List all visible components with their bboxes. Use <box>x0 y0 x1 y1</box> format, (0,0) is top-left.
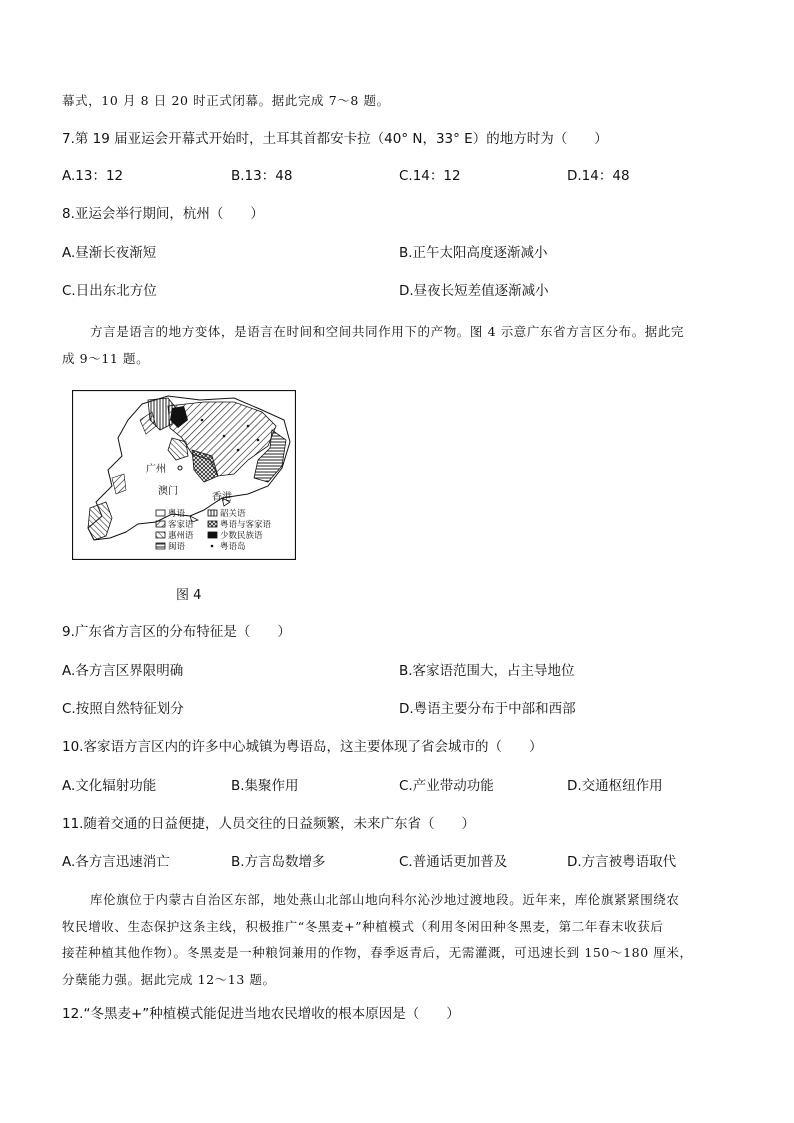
legend-cantonese: 粤语 <box>168 509 186 519</box>
q8-option-d: D.昼夜长短差值逐渐减小 <box>399 283 549 299</box>
q7-option-d: D.14：48 <box>567 168 630 184</box>
question-10-stem: 10.客家语方言区内的许多中心城镇为粤语岛，这主要体现了省会城市的（ ） <box>62 739 543 755</box>
place-macau: 澳门 <box>158 486 178 497</box>
guangdong-dialect-map <box>72 390 296 560</box>
legend-shaoguan: 韶关语 <box>220 509 246 519</box>
material-3-line-3: 接茬种植其他作物）。冬黑麦是一种粮饲兼用的作物，春季返青后，无需灌溉，可迅速长到 150～180 厘米， <box>62 945 693 960</box>
place-guangzhou: 广州 <box>146 464 166 475</box>
question-7-stem: 7.第 19 届亚运会开幕式开始时，土耳其首都安卡拉（40° N，33° E）的地方时为（ ） <box>62 131 608 147</box>
material-3-line-1: 库伦旗位于内蒙古自治区东部，地处燕山北部山地向科尔沁沙地过渡地段。近年来，库伦旗紧紧围绕农 <box>90 892 680 907</box>
q7-option-a: A.13：12 <box>62 168 124 184</box>
q10-option-b: B.集聚作用 <box>231 778 299 794</box>
q9-option-d: D.粤语主要分布于中部和西部 <box>399 701 576 717</box>
material-3-line-4: 分蘖能力强。据此完成 12～13 题。 <box>62 972 276 987</box>
q7-option-c: C.14：12 <box>399 168 461 184</box>
q10-option-d: D.交通枢纽作用 <box>567 778 663 794</box>
q10-option-c: C.产业带动功能 <box>399 778 494 794</box>
q8-option-a: A.昼渐长夜渐短 <box>62 245 157 261</box>
question-8-stem: 8.亚运会举行期间，杭州（ ） <box>62 206 264 222</box>
intro-tail: 幕式，10 月 8 日 20 时正式闭幕。据此完成 7～8 题。 <box>62 93 390 108</box>
legend-min: 闽语 <box>168 542 186 552</box>
material-3-line-2: 牧民增收、生态保护这条主线，积极推广“冬黑麦+”种植模式（利用冬闲田种冬黑麦，第二年春末收获后 <box>62 919 664 934</box>
legend-minority: 少数民族语 <box>220 531 263 541</box>
q8-option-b: B.正午太阳高度逐渐减小 <box>399 245 548 261</box>
question-9-stem: 9.广东省方言区的分布特征是（ ） <box>62 624 291 640</box>
figure-caption: 图 4 <box>176 588 202 603</box>
material-2-line-1: 方言是语言的地方变体，是语言在时间和空间共同作用下的产物。图 4 示意广东省方言区分布。据此完 <box>90 324 685 339</box>
legend-cantonese-island: 粤语岛 <box>220 542 246 552</box>
q9-option-a: A.各方言区界限明确 <box>62 663 184 679</box>
q9-option-b: B.客家语范围大，占主导地位 <box>399 663 575 679</box>
q11-option-c: C.普通话更加普及 <box>399 854 508 870</box>
question-12-stem: 12.“冬黑麦+”种植模式能促进当地农民增收的根本原因是（ ） <box>62 1006 460 1022</box>
question-11-stem: 11.随着交通的日益便捷，人员交往的日益频繁，未来广东省（ ） <box>62 816 475 832</box>
place-hongkong: 香港 <box>212 492 232 503</box>
legend-hakka: 客家语 <box>168 520 194 530</box>
material-2-line-2: 成 9～11 题。 <box>62 351 150 366</box>
q9-option-c: C.按照自然特征划分 <box>62 701 184 717</box>
q7-option-b: B.13：48 <box>231 168 293 184</box>
q11-option-d: D.方言被粤语取代 <box>567 854 677 870</box>
q11-option-a: A.各方言迅速消亡 <box>62 854 170 870</box>
q10-option-a: A.文化辐射功能 <box>62 778 157 794</box>
q8-option-c: C.日出东北方位 <box>62 283 157 299</box>
legend-huizhou: 惠州语 <box>168 531 194 541</box>
guangzhou-marker <box>178 466 182 470</box>
legend-mixed: 粤语与客家语 <box>220 520 272 530</box>
q11-option-b: B.方言岛数增多 <box>231 854 326 870</box>
